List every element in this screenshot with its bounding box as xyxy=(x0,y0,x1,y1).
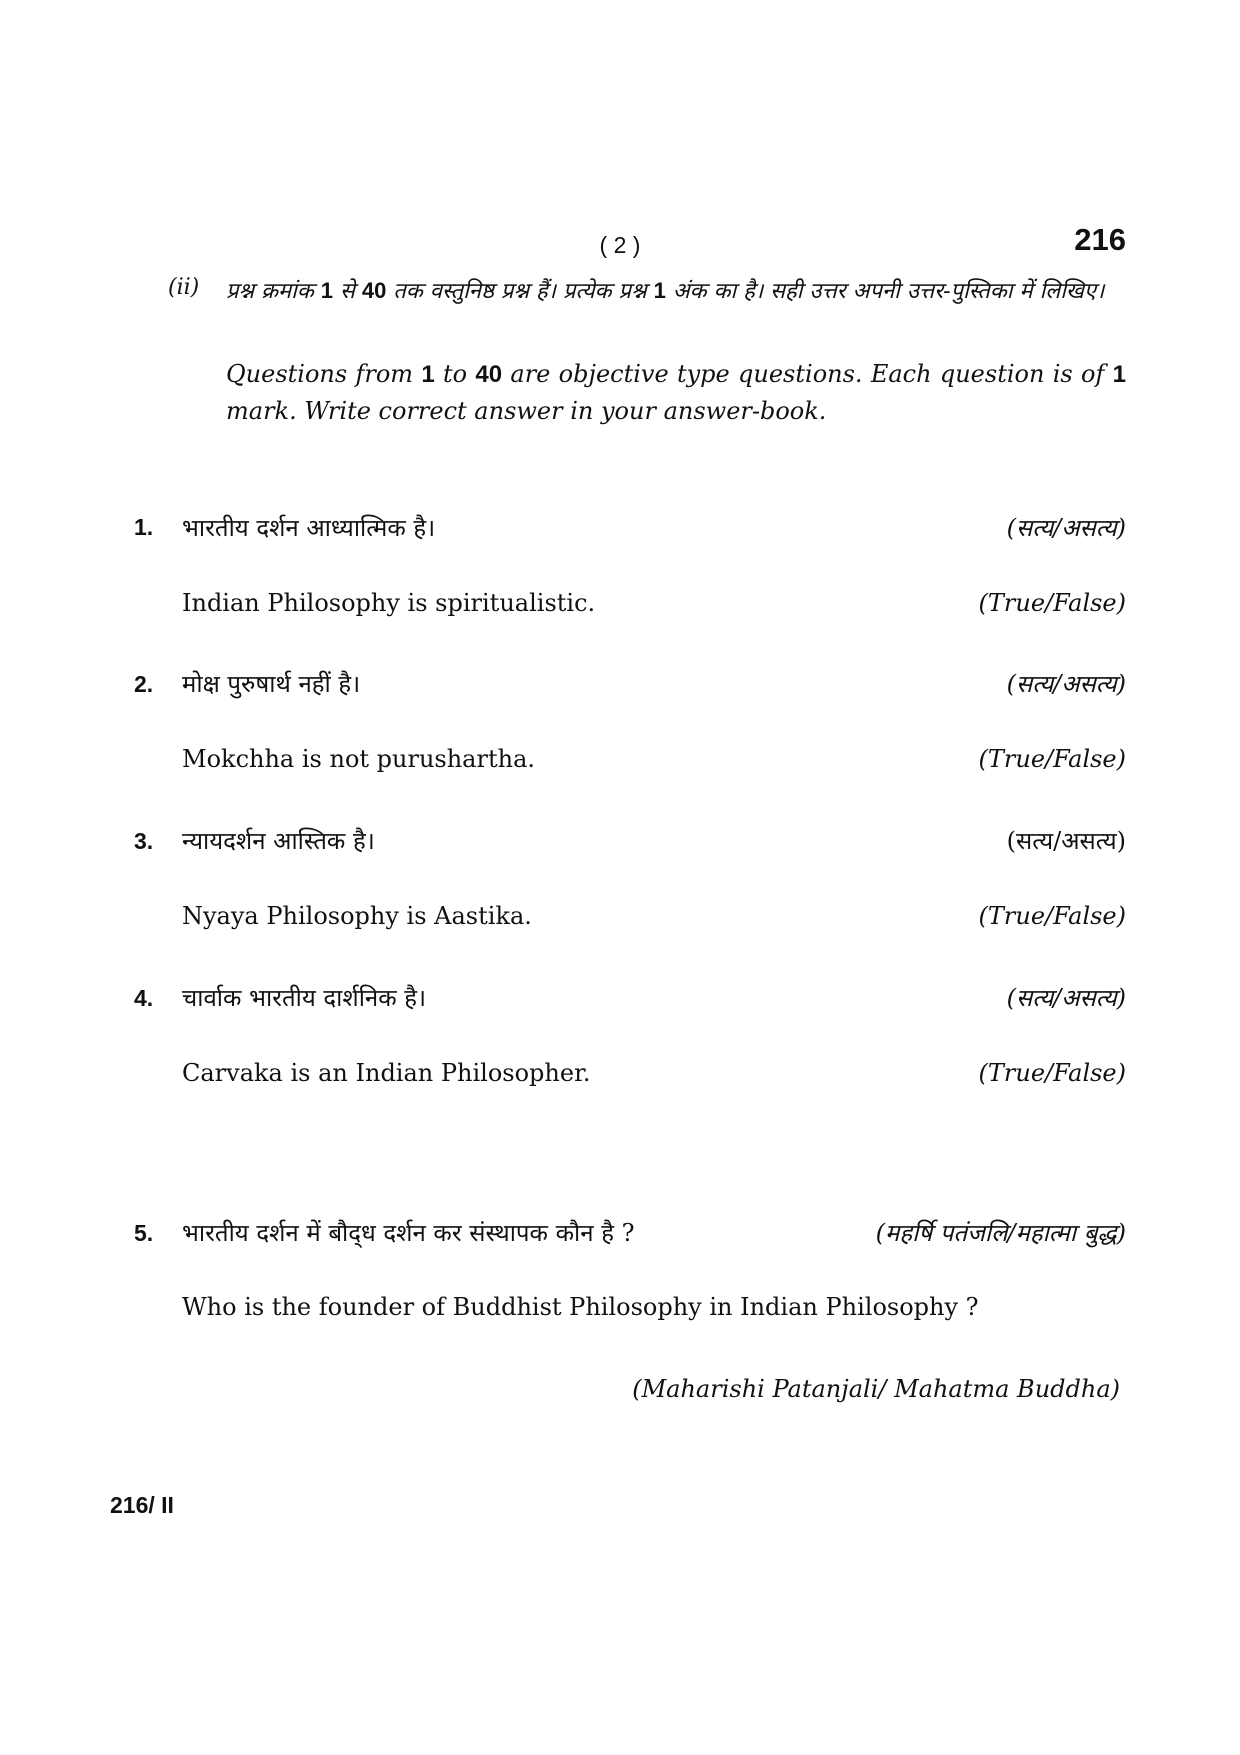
instruction-english: Questions from 1 to 40 are objective type questions. Each question is of 1 mark. Write correct answer in your answer-book. xyxy=(226,360,1126,425)
question-options-english: (True/False) xyxy=(978,1059,1126,1087)
question-hindi: भारतीय दर्शन में बौद्‌ध दर्शन कर संस्थापक कौन है ? xyxy=(182,1219,635,1247)
question-options-english: (True/False) xyxy=(978,745,1126,773)
question-hindi: न्यायदर्शन आस्तिक है। xyxy=(182,827,375,855)
question-english: Nyaya Philosophy is Aastika. xyxy=(182,902,532,930)
question-number: 4. xyxy=(134,985,154,1011)
question-number: 2. xyxy=(134,671,154,697)
question-english: Mokchha is not purushartha. xyxy=(182,745,536,773)
question-number: 5. xyxy=(134,1220,154,1246)
footer-code: 216/ II xyxy=(110,1492,174,1518)
question-options-hindi: (सत्य/असत्य) xyxy=(1006,514,1126,542)
question-hindi: मोक्ष पुरुषार्थ नहीं है। xyxy=(182,670,361,698)
question-options-hindi: (महर्षि पतंजलि/महात्मा बुद्ध) xyxy=(875,1219,1126,1247)
question-hindi: भारतीय दर्शन आध्यात्मिक है। xyxy=(182,514,436,542)
instruction-hindi: प्रश्न क्रमांक 1 से 40 तक वस्तुनिष्ठ प्रश्न हैं। प्रत्येक प्रश्न 1 अंक का है। सही उत्तर अपनी उत्तर-पुस्तिका में लिखिए। xyxy=(226,278,1105,304)
question-options-english: (True/False) xyxy=(978,902,1126,930)
instruction-numeral: (ii) xyxy=(168,275,200,300)
question-options-english: (True/False) xyxy=(978,589,1126,617)
question-options-hindi: (सत्य/असत्य) xyxy=(1006,827,1126,855)
question-hindi: चार्वाक भारतीय दार्शनिक है। xyxy=(182,984,427,1012)
question-number: 3. xyxy=(134,828,154,854)
question-english: Carvaka is an Indian Philosopher. xyxy=(182,1059,591,1087)
question-english: Indian Philosophy is spiritualistic. xyxy=(182,589,596,617)
question-number: 1. xyxy=(134,514,154,540)
question-options-hindi: (सत्य/असत्य) xyxy=(1006,984,1126,1012)
page-number: ( 2 ) xyxy=(599,232,641,258)
paper-code: 216 xyxy=(1074,222,1126,257)
question-english: Who is the founder of Buddhist Philosophy in Indian Philosophy ? xyxy=(182,1293,979,1321)
question-options-english: (Maharishi Patanjali/ Mahatma Buddha) xyxy=(632,1375,1120,1403)
question-options-hindi: (सत्य/असत्य) xyxy=(1006,670,1126,698)
